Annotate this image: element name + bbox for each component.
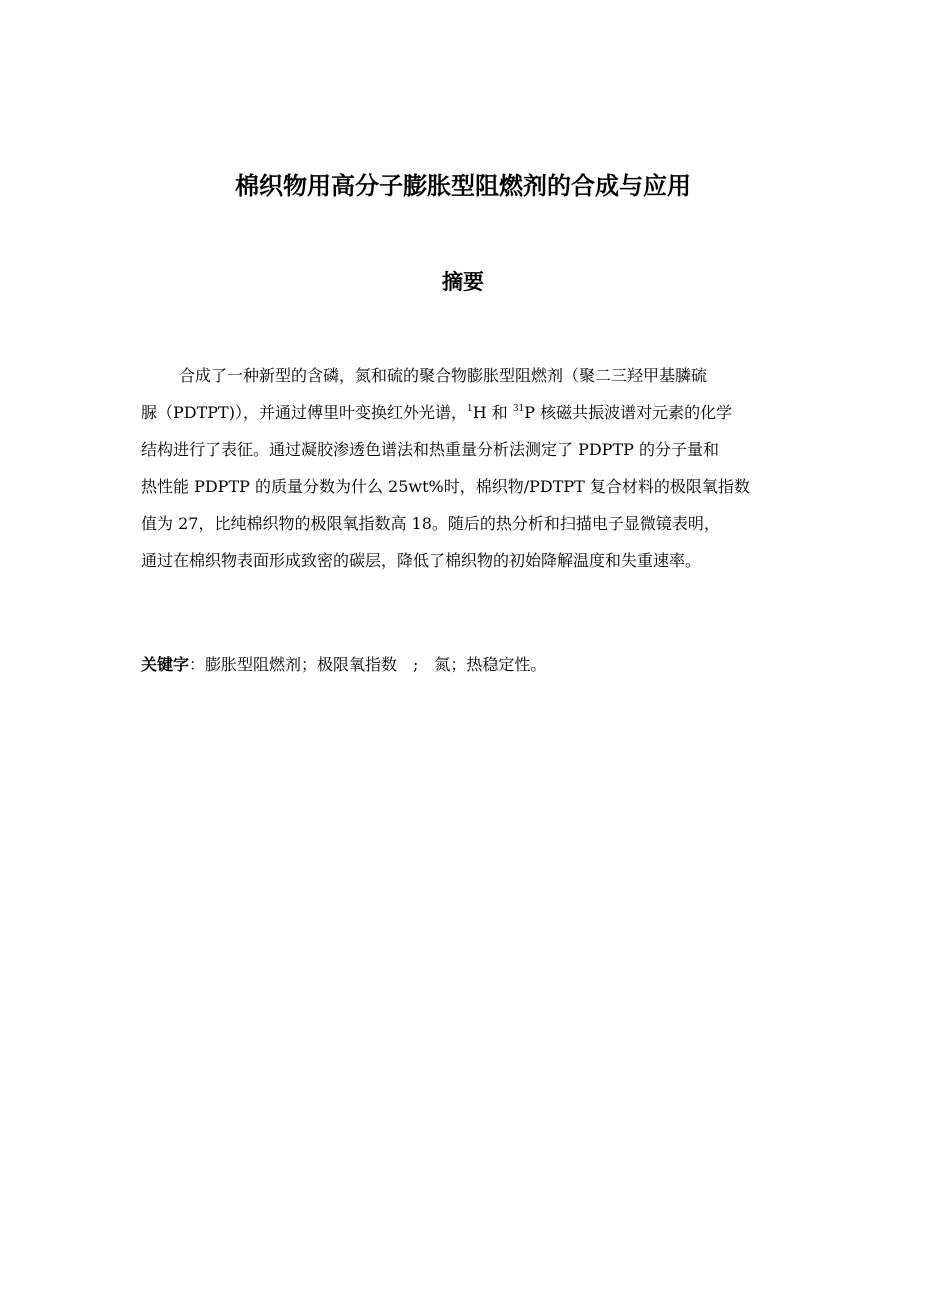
keywords-line <box>141 650 789 680</box>
abstract-line <box>141 357 789 394</box>
abstract-line <box>141 468 789 505</box>
abstract-text: 脲（PDTPT)），并通过傅里叶变换红外光谱， <box>141 403 467 422</box>
abstract-text: 合成了一种新型的含磷，氮和硫的聚合物膨胀型阻燃剂（聚二三羟甲基膦硫 <box>179 366 708 385</box>
keywords-text: ：膨胀型阻燃剂；极限氧指数 ; 氮；热稳定性。 <box>189 655 547 674</box>
keywords-label: 关键字 <box>141 655 190 674</box>
abstract-text: 结构进行了表征。通过凝胶渗透色谱法和热重量分析法测定了 PDPTP 的分子量和 <box>141 440 719 459</box>
abstract-paragraph <box>141 357 789 579</box>
abstract-text: P 核磁共振波谱对元素的化学 <box>524 403 733 422</box>
superscript-isotope: 31 <box>512 404 525 414</box>
abstract-line <box>141 542 789 579</box>
abstract-text: 值为 27，比纯棉织物的极限氧指数高 18。随后的热分析和扫描电子显微镜表明， <box>141 514 720 533</box>
document-title: 棉织物用高分子膨胀型阻燃剂的合成与应用 <box>235 172 691 200</box>
abstract-line <box>141 505 789 542</box>
superscript-isotope: 1 <box>466 404 473 414</box>
abstract-text: 热性能 PDPTP 的质量分数为什么 25wt%时，棉织物/PDTPT 复合材料的极限氧指数 <box>141 477 750 496</box>
abstract-text: H 和 <box>472 403 513 422</box>
abstract-line <box>141 394 789 431</box>
abstract-line <box>141 431 789 468</box>
abstract-text: 通过在棉织物表面形成致密的碳层，降低了棉织物的初始降解温度和失重速率。 <box>141 551 702 570</box>
abstract-heading: 摘要 <box>442 270 484 294</box>
